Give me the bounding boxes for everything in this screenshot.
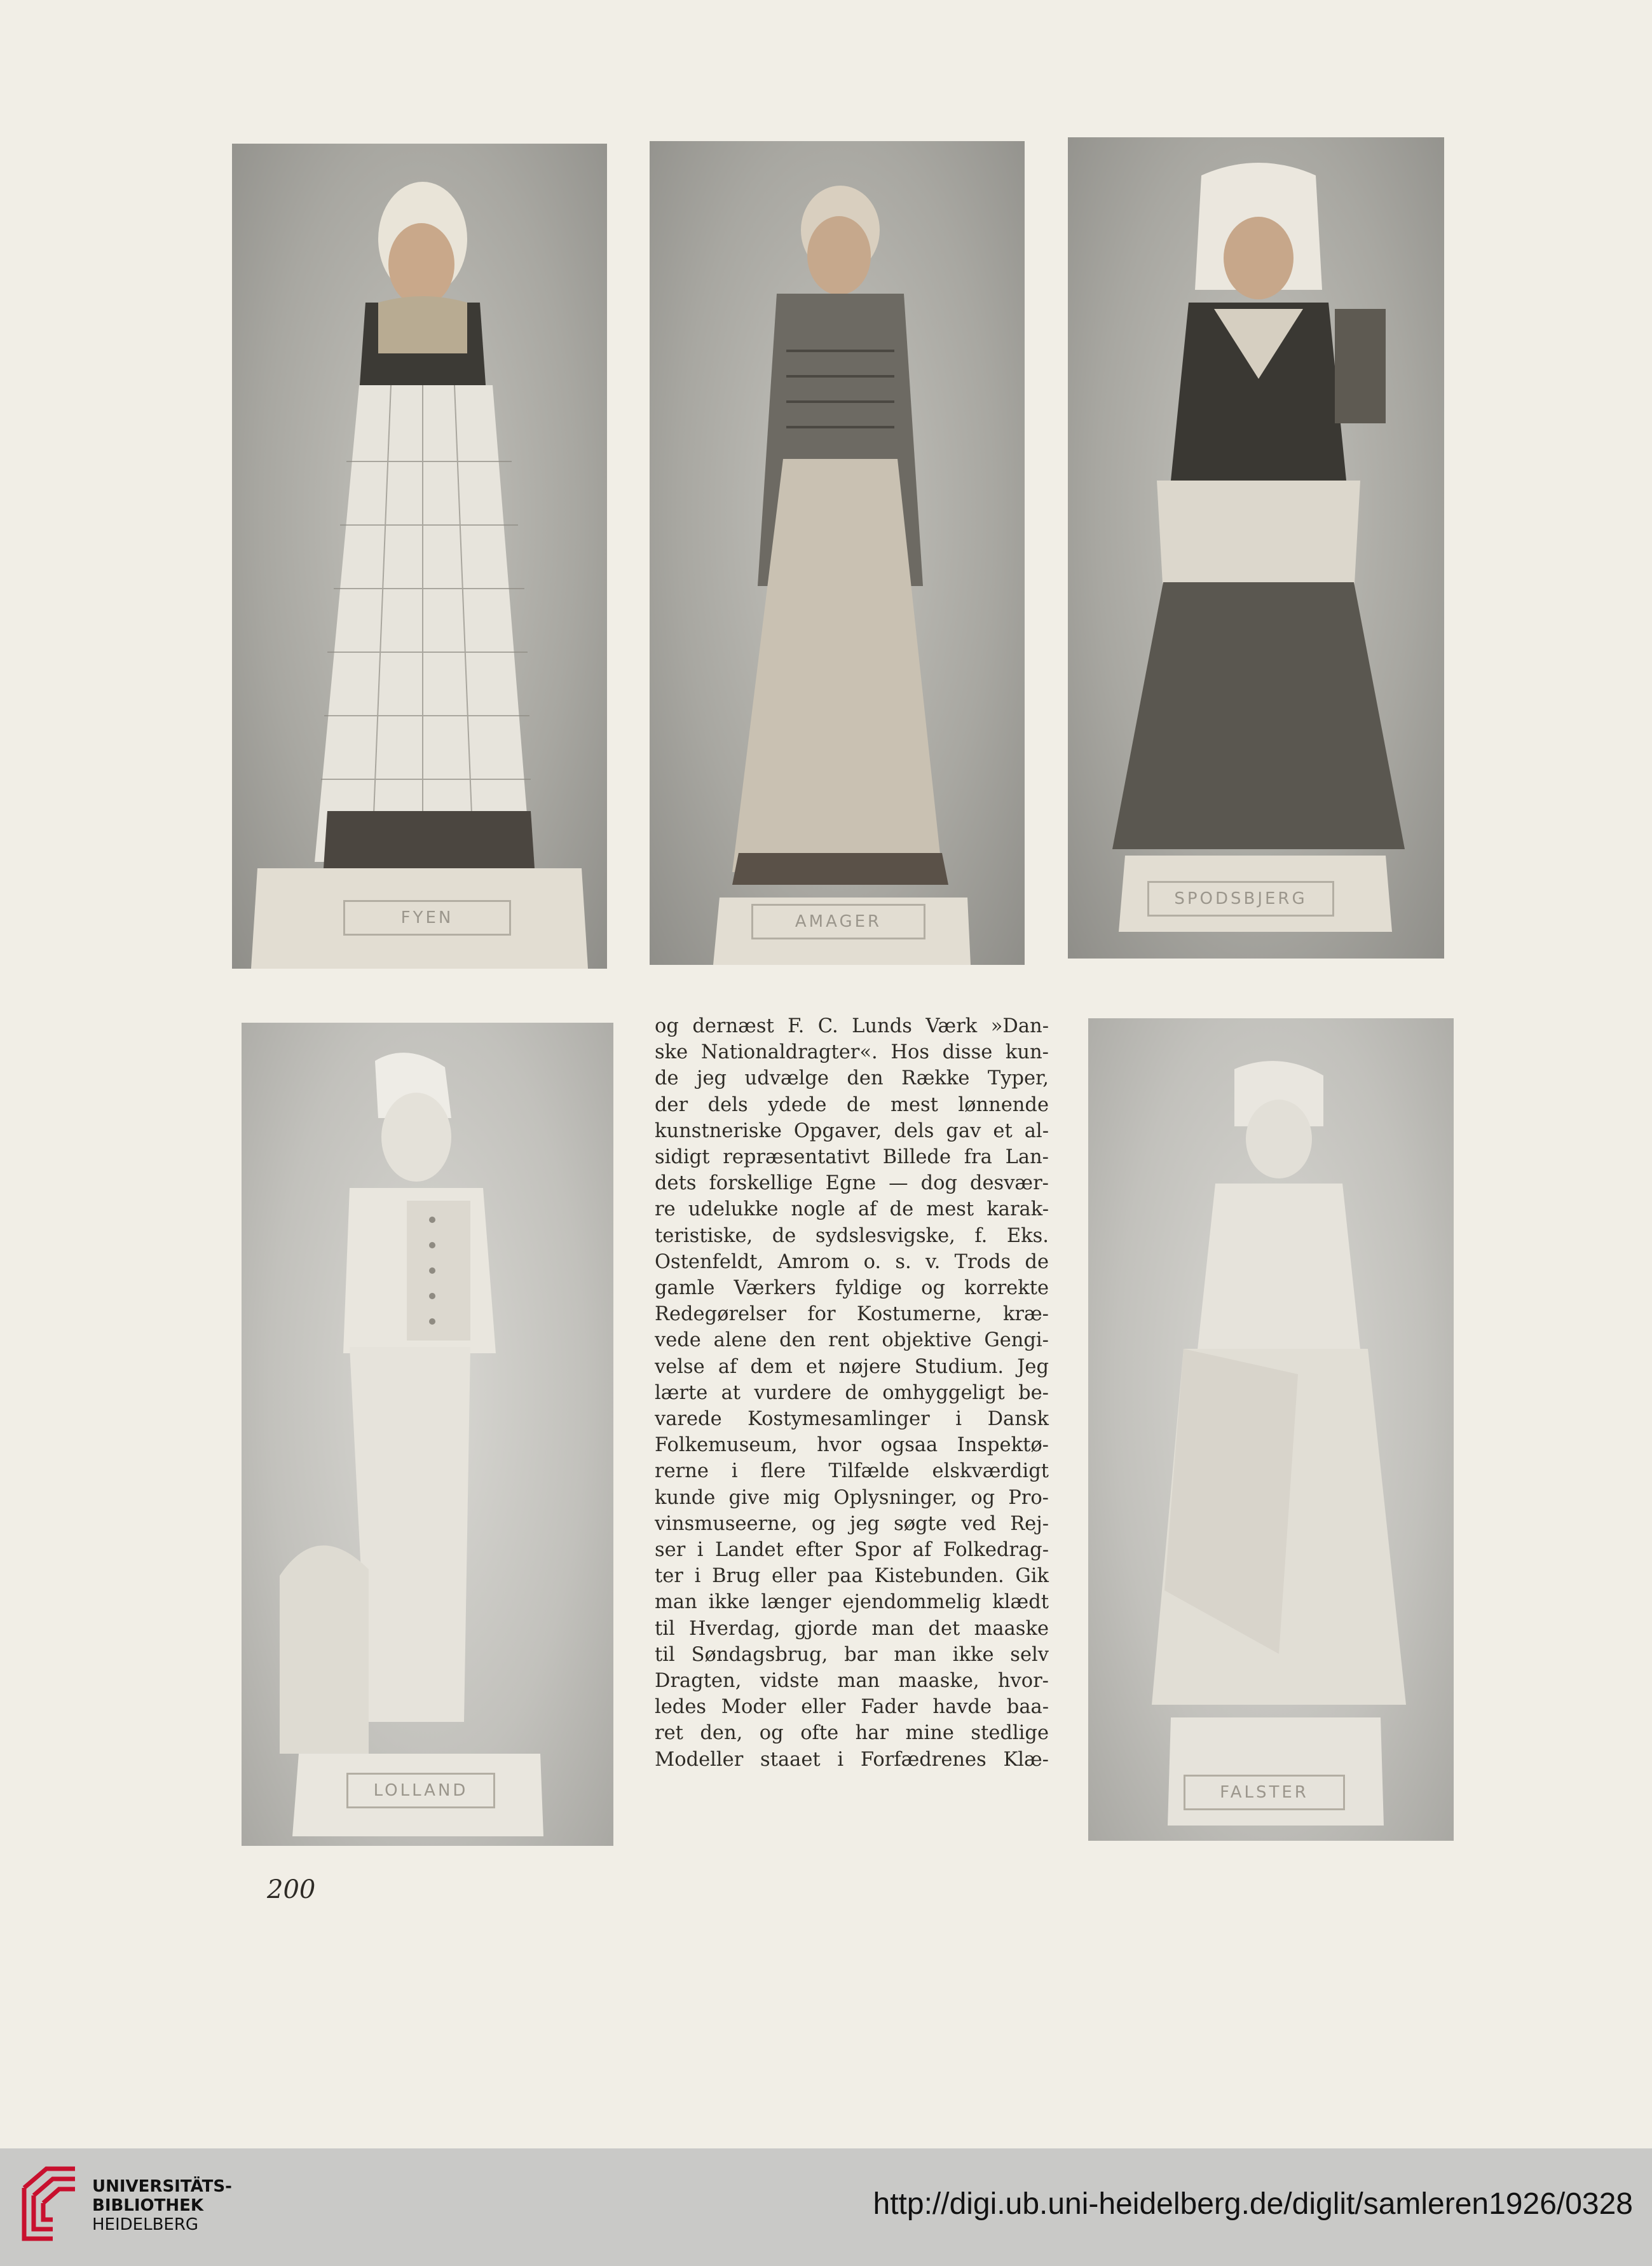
text-line: ret den, og ofte har mine stedlige [655, 1722, 1049, 1745]
text-line: dets forskellige Egne — dog desvær- [655, 1172, 1049, 1195]
footer-bar [0, 2148, 1652, 2266]
figurine-man-lolland [242, 1023, 613, 1846]
text-line: lærte at vurdere de omhyggeligt be- [655, 1381, 1049, 1404]
library-name-line: BIBLIOTHEK [92, 2196, 204, 2215]
plate-amager [650, 141, 1025, 965]
plate-falster [1088, 1018, 1454, 1841]
text-line: ser i Landet efter Spor af Folkedrag- [655, 1539, 1049, 1562]
text-line: velse af dem et nøjere Studium. Jeg [655, 1355, 1049, 1378]
figurine-woman-fyen [232, 144, 607, 969]
text-line: til Hverdag, gjorde man det maaske [655, 1617, 1049, 1640]
text-line: teristiske, de sydslesvigske, f. Eks. [655, 1224, 1049, 1247]
plate-spodsbjerg [1068, 137, 1444, 959]
text-line: ledes Moder eller Fader havde baa- [655, 1696, 1049, 1719]
text-line: ter i Brug eller paa Kistebunden. Gik [655, 1565, 1049, 1588]
text-line: Modeller staaet i Forfædrenes Klæ- [655, 1748, 1049, 1771]
library-name [92, 2177, 232, 2234]
text-line: Redegørelser for Kostumerne, kræ- [655, 1303, 1049, 1326]
text-line: Ostenfeldt, Amrom o. s. v. Trods de [655, 1250, 1049, 1273]
base-label: FYEN [343, 900, 511, 936]
figurine-woman-spodsbjerg [1068, 137, 1444, 959]
library-name-line: HEIDELBERG [92, 2215, 199, 2234]
body-text [655, 1013, 1049, 1773]
text-line: til Søndagsbrug, bar man ikke selv [655, 1643, 1049, 1666]
base-label: LOLLAND [346, 1773, 495, 1808]
text-line: sidigt repræsentativt Billede fra Lan- [655, 1146, 1049, 1169]
text-line: rerne i flere Tilfælde elskværdigt [655, 1460, 1049, 1483]
figurine-woman-amager [650, 141, 1025, 965]
text-line: ske Nationaldragter«. Hos disse kun- [655, 1041, 1049, 1064]
library-name-line: UNIVERSITÄTS- [92, 2177, 232, 2196]
text-line: vede alene den rent objektive Gengi- [655, 1329, 1049, 1352]
text-line: Dragten, vidste man maaske, hvor- [655, 1670, 1049, 1693]
text-line: Folkemuseum, hvor ogsaa Inspektø- [655, 1434, 1049, 1457]
figurine-woman-falster [1088, 1018, 1454, 1841]
text-line: der dels ydede de mest lønnende [655, 1093, 1049, 1116]
base-label: AMAGER [751, 904, 925, 939]
plate-lolland [242, 1023, 613, 1846]
text-line: kunde give mig Oplysninger, og Pro- [655, 1486, 1049, 1509]
text-line: man ikke længer ejendommelig klædt [655, 1591, 1049, 1614]
text-line: re udelukke nogle af de mest karak- [655, 1198, 1049, 1221]
text-line: varede Kostymesamlinger i Dansk [655, 1408, 1049, 1431]
page-number: 200 [267, 1875, 316, 1904]
source-url-link[interactable]: http://digi.ub.uni-heidelberg.de/diglit/samleren1926/0328 [873, 2187, 1633, 2221]
text-line: og dernæst F. C. Lunds Værk »Dan- [655, 1015, 1049, 1037]
text-line: vinsmuseerne, og jeg søgte ved Rej- [655, 1512, 1049, 1535]
library-logo-icon [18, 2162, 81, 2245]
text-line: de jeg udvælge den Række Typer, [655, 1067, 1049, 1090]
text-line: kunstneriske Opgaver, dels gav et al- [655, 1119, 1049, 1142]
base-label: FALSTER [1184, 1775, 1345, 1810]
base-label: SPODSBJERG [1147, 881, 1334, 917]
text-line: gamle Værkers fyldige og korrekte [655, 1277, 1049, 1300]
plate-fyen [232, 144, 607, 969]
